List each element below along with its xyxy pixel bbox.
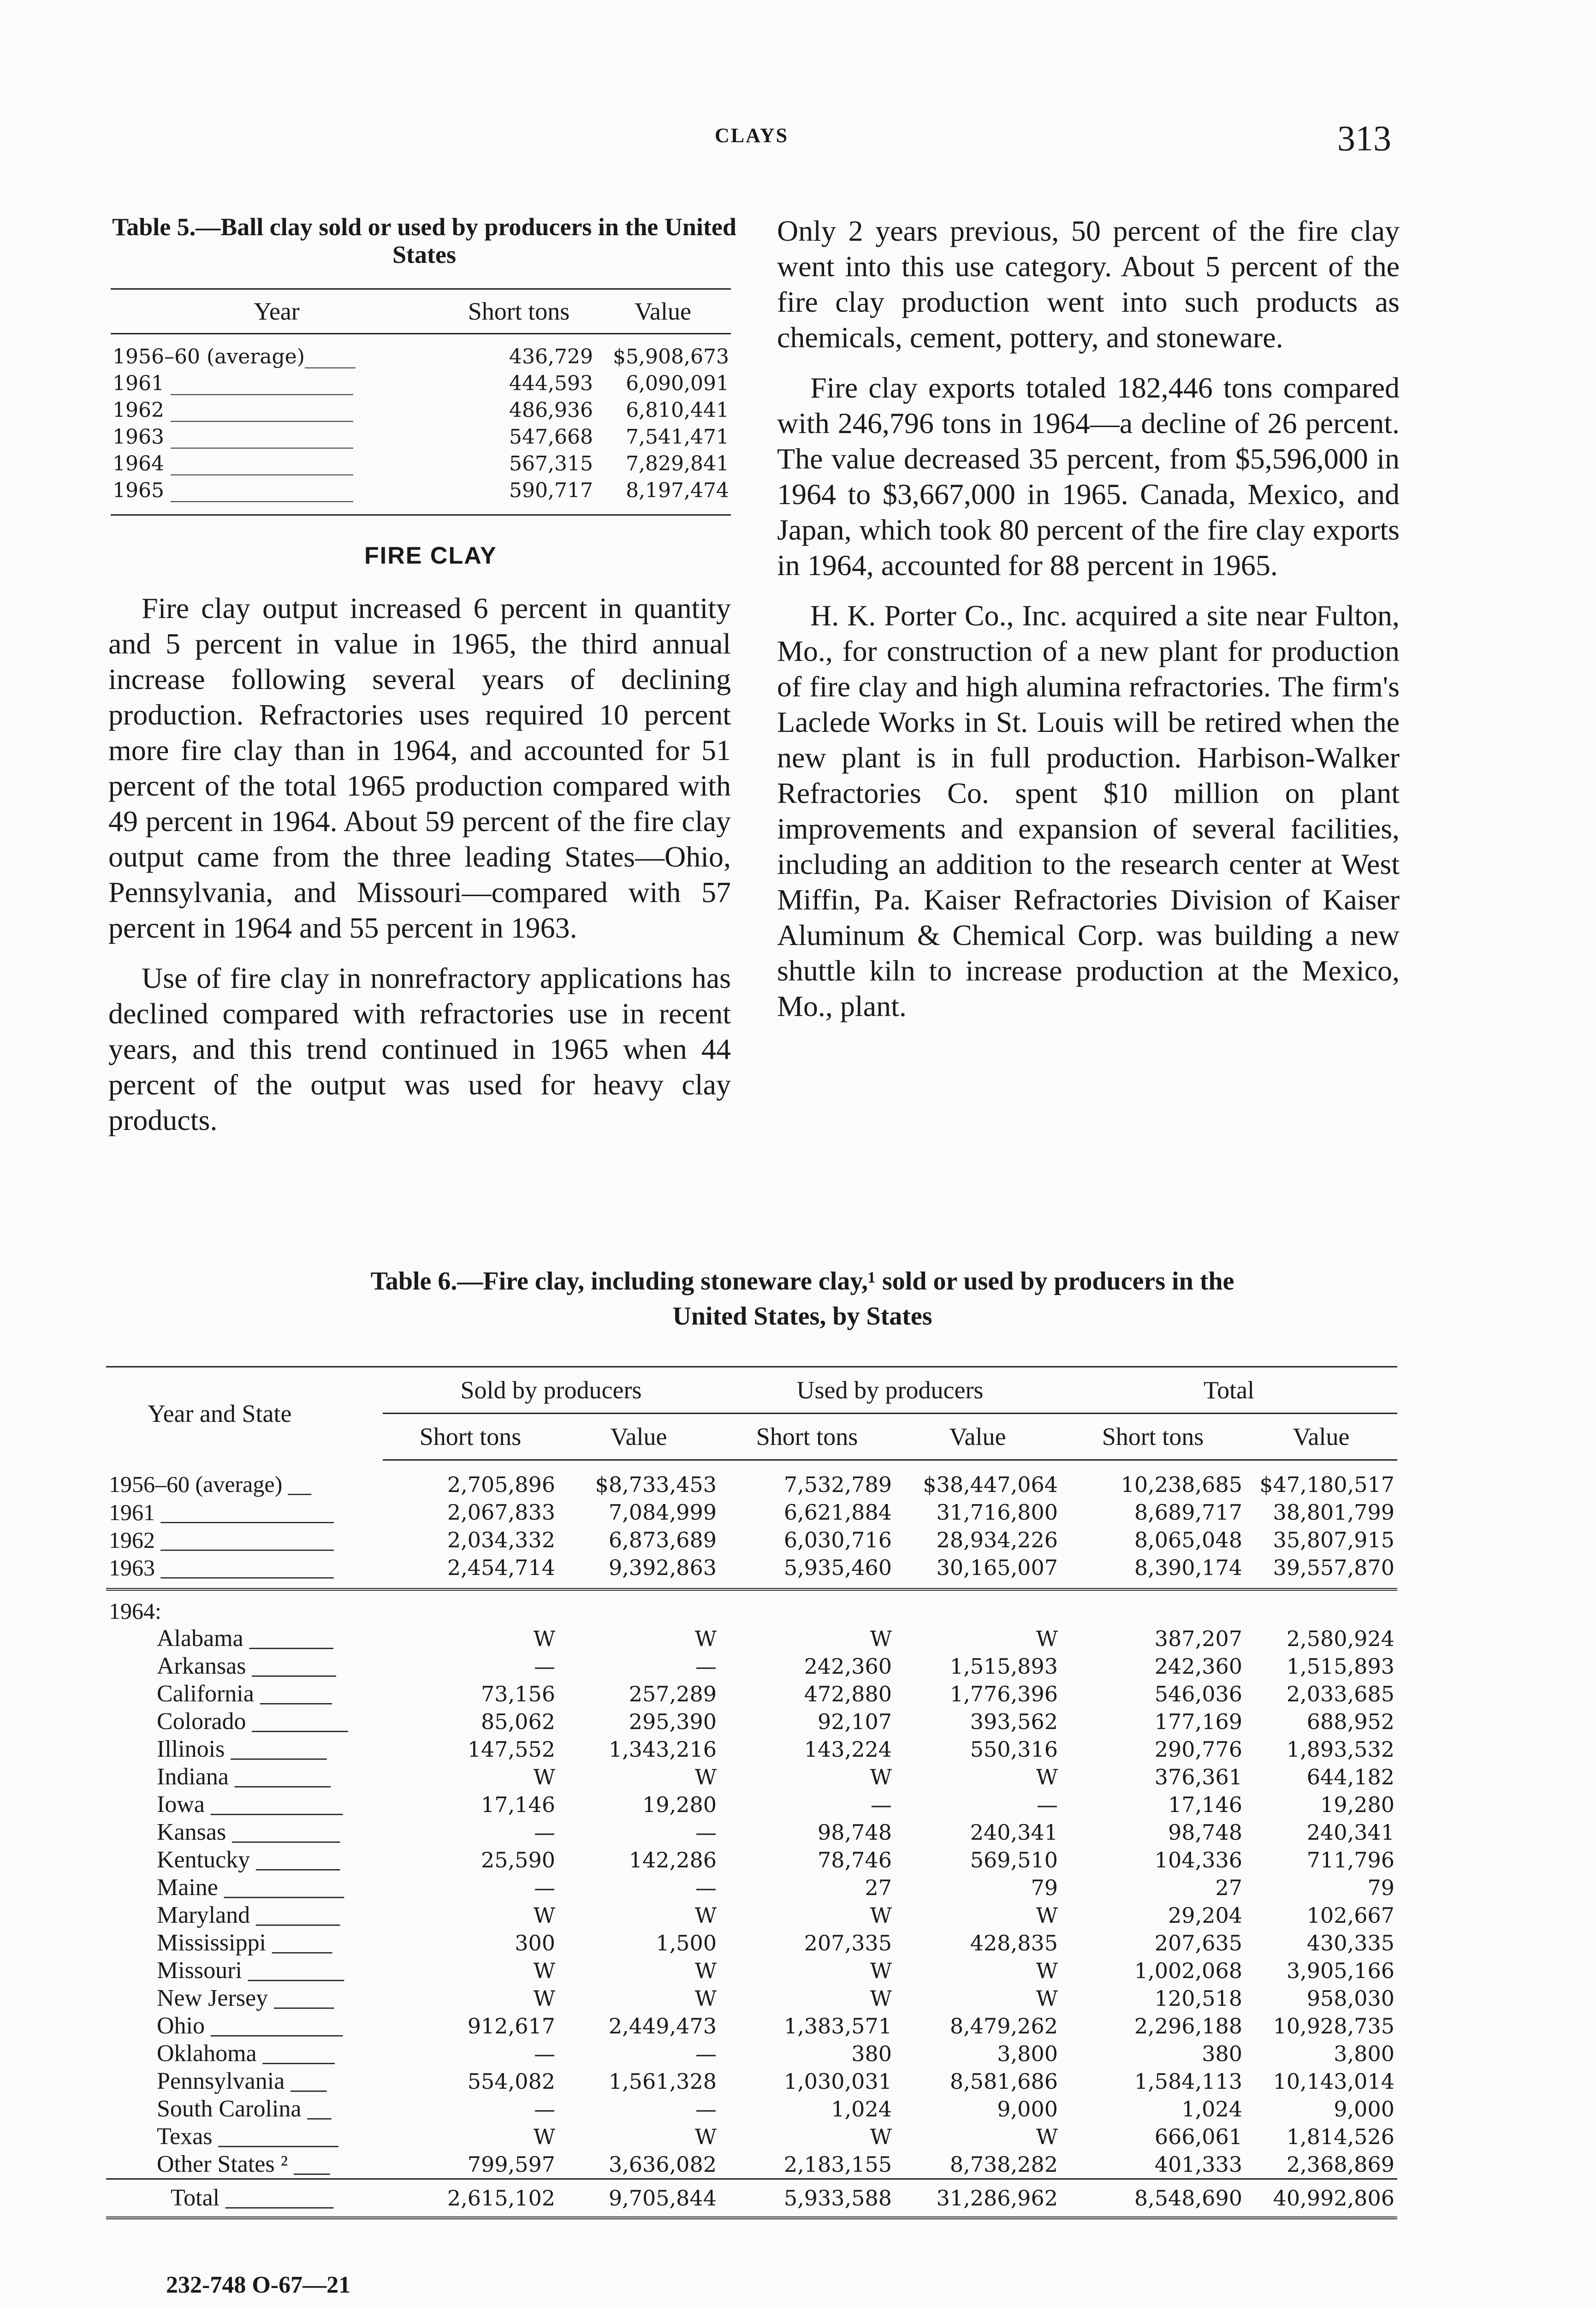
table-cell: 2,454,714 <box>383 1554 558 1589</box>
table-cell: 7,084,999 <box>608 1500 717 1525</box>
table-cell: W <box>533 1765 555 1789</box>
table-cell: Indiana ________ <box>157 1764 331 1790</box>
table6-caption <box>175 1264 1430 1334</box>
table-cell: 17,146 <box>481 1792 555 1817</box>
table-cell: 1,383,571 <box>783 2014 892 2039</box>
table-cell: 73,156 <box>481 1682 555 1706</box>
table-row <box>106 1929 1397 1957</box>
table-cell: 28,934,226 <box>936 1527 1058 1552</box>
table-cell: Arkansas _______ <box>157 1653 336 1679</box>
table-cell: 1962 __________________ <box>113 398 353 422</box>
table6-group-header: Used by producers <box>719 1367 1061 1414</box>
table-cell: — <box>695 1875 717 1900</box>
table-cell: Maryland _______ <box>157 1902 340 1928</box>
table5-col-header: Short tons <box>443 289 595 334</box>
table6-col-header: Short tons <box>719 1414 895 1460</box>
table-row <box>106 1985 1397 2012</box>
table-cell: 30,165,007 <box>895 1554 1061 1589</box>
table-cell: 8,689,717 <box>1134 1500 1242 1525</box>
table-cell: 98,748 <box>818 1820 892 1845</box>
table-cell: 1,343,216 <box>608 1737 717 1762</box>
table-cell: W <box>870 1626 892 1651</box>
table-cell: 3,636,082 <box>608 2152 717 2177</box>
table-cell: 2,296,188 <box>1134 2014 1242 2039</box>
table-cell: Pennsylvania ___ <box>157 2068 327 2094</box>
table-cell: 120,518 <box>1154 1986 1242 2011</box>
table-cell: 35,807,915 <box>1273 1527 1394 1552</box>
left-column-text <box>108 590 731 1153</box>
table-cell: 10,928,735 <box>1273 2014 1394 2039</box>
table-cell: 547,668 <box>509 425 593 449</box>
table-cell: 19,280 <box>642 1792 717 1817</box>
table-cell: W <box>1036 1626 1058 1651</box>
table-cell: 436,729 <box>509 345 593 368</box>
table-cell: — <box>695 1820 717 1845</box>
table-cell: 10,238,685 <box>1121 1472 1242 1497</box>
table-cell: 644,182 <box>1306 1765 1394 1789</box>
table-row <box>111 477 731 515</box>
section-heading: FIRE CLAY <box>364 542 497 569</box>
table-cell: Kentucky _______ <box>157 1847 340 1873</box>
table-cell: — <box>871 1792 892 1817</box>
table-cell: 799,597 <box>467 2152 555 2177</box>
table-cell: 430,335 <box>1306 1931 1394 1955</box>
table-row <box>106 1554 1397 1589</box>
table-cell: W <box>1036 1986 1058 2011</box>
table6-caption-line: Table 6.—Fire clay, including stoneware clay,¹ sold or used by producers in the <box>370 1267 1234 1296</box>
table-cell: 1,500 <box>656 1931 717 1955</box>
table-cell: 1,024 <box>1181 2097 1242 2122</box>
table-cell: W <box>870 1903 892 1928</box>
table-cell: Colorado ________ <box>157 1708 348 1735</box>
table-cell: 380 <box>1202 2041 1242 2066</box>
table-cell: W <box>694 2124 717 2149</box>
table-cell: 92,107 <box>818 1709 892 1734</box>
table-row <box>106 1652 1397 1680</box>
table-cell: W <box>533 1626 555 1651</box>
table-cell: 472,880 <box>804 1682 892 1706</box>
table-cell: 8,390,174 <box>1061 1554 1245 1589</box>
table-cell: 104,336 <box>1154 1848 1242 1872</box>
table-cell: 688,952 <box>1306 1709 1394 1734</box>
table-cell: W <box>533 1958 555 1983</box>
table-cell: 8,065,048 <box>1134 1527 1242 1552</box>
table-cell: 9,392,863 <box>558 1554 719 1589</box>
table-cell: 1961 __________________ <box>113 372 353 395</box>
table-cell: — <box>534 1654 555 1679</box>
table-cell: 1,030,031 <box>783 2069 892 2094</box>
table-cell: 207,335 <box>804 1931 892 1955</box>
table-cell: W <box>1036 1958 1058 1983</box>
table-cell: 6,873,689 <box>608 1527 717 1552</box>
table-row <box>106 1902 1397 1929</box>
table-cell: Ohio ___________ <box>157 2013 343 2039</box>
table-row <box>106 1819 1397 1846</box>
table-row <box>106 1680 1397 1708</box>
table-cell: 1964 __________________ <box>113 452 353 475</box>
table-row <box>106 1735 1397 1763</box>
table6-group-header-row <box>106 1367 1397 1414</box>
table-cell: 2,368,869 <box>1286 2152 1394 2177</box>
table-cell: 6,030,716 <box>783 1527 892 1552</box>
table-cell: 27 <box>1215 1875 1242 1900</box>
table-cell: 31,286,962 <box>895 2179 1061 2218</box>
table-cell: 29,204 <box>1168 1903 1242 1928</box>
table6-col-header: Value <box>1245 1414 1397 1460</box>
footer-code: 232-748 O-67—21 <box>166 2272 351 2298</box>
page-number: 313 <box>1337 118 1391 158</box>
table-cell: Maine __________ <box>157 1874 344 1901</box>
table-cell: 486,936 <box>509 398 593 422</box>
paragraph: Only 2 years previous, 50 percent of the fire clay went into this use category. About 5 percent of the fire clay production went into such products as chemicals, cement, pottery, and stoneware. <box>777 214 1400 354</box>
table-cell: 85,062 <box>481 1709 555 1734</box>
table-cell: New Jersey _____ <box>157 1985 334 2011</box>
table-cell: — <box>695 1654 717 1679</box>
table-cell: W <box>1036 1765 1058 1789</box>
table-row <box>106 2123 1397 2151</box>
table6-col-header: Short tons <box>1061 1414 1245 1460</box>
table-cell: 8,548,690 <box>1061 2179 1245 2218</box>
table-cell: 177,169 <box>1154 1709 1242 1734</box>
table-cell: — <box>695 2041 717 2066</box>
table-cell: 590,717 <box>443 477 595 515</box>
table-cell: 9,000 <box>1334 2097 1394 2122</box>
table-cell: 958,030 <box>1306 1986 1394 2011</box>
table-cell: 401,333 <box>1154 2152 1242 2177</box>
table6 <box>106 1366 1397 2219</box>
table-cell: W <box>870 1958 892 1983</box>
table-cell: $5,908,673 <box>613 345 729 368</box>
table-cell: 1962 _______________ <box>109 1527 334 1553</box>
table-cell: 428,835 <box>970 1931 1058 1955</box>
table-cell: 40,992,806 <box>1245 2179 1397 2218</box>
table-row <box>106 2012 1397 2040</box>
table-cell: 2,034,332 <box>447 1527 555 1552</box>
table-row <box>106 1625 1397 1652</box>
table-cell: 79 <box>1031 1875 1058 1900</box>
table-row <box>106 2095 1397 2123</box>
table6-col-header: Value <box>558 1414 719 1460</box>
table-cell: 242,360 <box>1154 1654 1242 1679</box>
table-cell: 1,776,396 <box>949 1682 1058 1706</box>
table-cell: 1,024 <box>831 2097 892 2122</box>
table-cell: 240,341 <box>970 1820 1058 1845</box>
table-cell: — <box>534 1875 555 1900</box>
table-cell: Oklahoma ______ <box>157 2040 335 2067</box>
table-cell: W <box>870 1986 892 2011</box>
table-cell: W <box>694 1626 717 1651</box>
table-cell: 2,615,102 <box>383 2179 558 2218</box>
table-row <box>106 1708 1397 1735</box>
table-cell: 19,280 <box>1320 1792 1394 1817</box>
table-cell: California ______ <box>157 1681 332 1707</box>
table-cell: 1,893,532 <box>1286 1737 1394 1762</box>
table-row <box>111 451 731 477</box>
table-cell: Missouri ________ <box>157 1957 344 1984</box>
table-cell: 554,082 <box>467 2069 555 2094</box>
table5 <box>111 288 731 516</box>
table-cell: — <box>534 2097 555 2122</box>
table-cell: 98,748 <box>1168 1820 1242 1845</box>
table-cell: W <box>533 1986 555 2011</box>
table-cell: 207,635 <box>1154 1931 1242 1955</box>
table-cell: 1965 __________________ <box>111 477 443 515</box>
table-cell: 1,002,068 <box>1134 1958 1242 1983</box>
table-cell: 38,801,799 <box>1273 1500 1394 1525</box>
running-head: CLAYS <box>715 124 789 147</box>
table-cell: 711,796 <box>1306 1848 1394 1872</box>
table-cell: $47,180,517 <box>1259 1472 1394 1497</box>
table-cell: 1961 _______________ <box>109 1499 334 1525</box>
table6-group-header: Total <box>1061 1367 1397 1414</box>
table-cell: 25,590 <box>481 1848 555 1872</box>
table-cell: W <box>694 1958 717 1983</box>
table-cell: 7,829,841 <box>626 452 729 475</box>
table-cell: 666,061 <box>1154 2124 1242 2149</box>
table-cell: 5,933,588 <box>719 2179 895 2218</box>
table-cell: 143,224 <box>804 1737 892 1762</box>
table-cell: 8,197,474 <box>595 477 731 515</box>
table-cell: Total _________ <box>106 2179 383 2218</box>
table-cell: 6,621,884 <box>783 1500 892 1525</box>
table-cell: 1956–60 (average) __ <box>109 1471 311 1498</box>
table-row <box>106 1763 1397 1791</box>
table-cell: 78,746 <box>818 1848 892 1872</box>
table-cell: 1963 _______________ <box>106 1554 383 1589</box>
table-cell: 1956–60 (average)_____ <box>113 345 356 368</box>
table-cell: 912,617 <box>467 2014 555 2039</box>
table6-col-header: Short tons <box>383 1414 558 1460</box>
table-row <box>106 1460 1397 1499</box>
table5-caption: Table 5.—Ball clay sold or used by producers in the United States <box>112 213 736 268</box>
paragraph: Use of fire clay in nonrefractory applications has declined compared with refractories use in recent years, and this trend continued in 1965 when 44 percent of the output was used for heavy clay products. <box>108 962 731 1136</box>
table-cell: Mississippi _____ <box>157 1930 332 1956</box>
table-cell: 9,705,844 <box>558 2179 719 2218</box>
table-cell: 3,800 <box>1334 2041 1394 2066</box>
table-row <box>106 1957 1397 1985</box>
table-cell: 79 <box>1367 1875 1394 1900</box>
table-cell: Iowa ___________ <box>157 1791 343 1818</box>
table-cell: 242,360 <box>804 1654 892 1679</box>
table-cell: 31,716,800 <box>936 1500 1058 1525</box>
table-cell: 6,810,441 <box>626 398 729 422</box>
table-cell: 7,541,471 <box>626 425 729 449</box>
table-cell: South Carolina __ <box>157 2096 332 2122</box>
table-cell: 1,561,328 <box>608 2069 717 2094</box>
table-cell: 2,449,473 <box>608 2014 717 2039</box>
table-cell: Illinois ________ <box>157 1736 327 1762</box>
table6-subhead: 1964: <box>109 1598 161 1624</box>
table-row <box>106 1874 1397 1902</box>
table6-col-header: Year and State <box>106 1367 383 1460</box>
table-cell: Texas __________ <box>157 2123 338 2150</box>
table-cell: W <box>694 1986 717 2011</box>
table-cell: 550,316 <box>970 1737 1058 1762</box>
table-row <box>106 1498 1397 1526</box>
table-cell: 387,207 <box>1154 1626 1242 1651</box>
table-cell: 2,580,924 <box>1286 1626 1394 1651</box>
table-cell: — <box>695 2097 717 2122</box>
table-cell: $38,447,064 <box>923 1472 1058 1497</box>
paragraph: Fire clay exports totaled 182,446 tons compared with 246,796 tons in 1964—a decline of 26 percent. The value decreased 35 percent, from $5,596,000 in 1964 to $3,667,000 in 1965. Canada, Mexico, and Japan, which took 80 percent of the fire clay exports in 1964, accounted for 88 percent in 1965. <box>777 371 1400 582</box>
table5-col-header: Year <box>111 289 443 334</box>
table-row <box>106 1791 1397 1819</box>
table-cell: — <box>534 2041 555 2066</box>
table-cell: Kansas _________ <box>157 1819 340 1845</box>
table6-group-header: Sold by producers <box>383 1367 719 1414</box>
table-cell: W <box>870 1765 892 1789</box>
table-row <box>106 2068 1397 2095</box>
table-row <box>106 2179 1397 2218</box>
table-cell: 8,581,686 <box>949 2069 1058 2094</box>
table-cell: 10,143,014 <box>1273 2069 1394 2094</box>
table-cell: W <box>870 2124 892 2149</box>
table-cell: 102,667 <box>1306 1903 1394 1928</box>
table-cell: 376,361 <box>1154 1765 1242 1789</box>
table-cell: Alabama _______ <box>157 1625 333 1652</box>
table-row <box>106 2040 1397 2068</box>
table-cell: 567,315 <box>509 452 593 475</box>
table-cell: 257,289 <box>629 1682 717 1706</box>
table-cell: 2,067,833 <box>447 1500 555 1525</box>
table-cell: 444,593 <box>509 372 593 395</box>
table-row <box>111 370 731 397</box>
table-row <box>106 2151 1397 2179</box>
table-row <box>111 397 731 424</box>
table-cell: W <box>1036 1903 1058 1928</box>
table-cell: 2,183,155 <box>783 2152 892 2177</box>
table-cell: 3,800 <box>997 2041 1058 2066</box>
table-cell: 569,510 <box>970 1848 1058 1872</box>
table-cell: 17,146 <box>1168 1792 1242 1817</box>
table-cell: 2,033,685 <box>1286 1682 1394 1706</box>
table-cell: — <box>534 1820 555 1845</box>
table-cell: 142,286 <box>629 1848 717 1872</box>
paragraph: H. K. Porter Co., Inc. acquired a site near Fulton, Mo., for construction of a new plant for production of fire clay and high alumina refractories. The firm's Laclede Works in St. Louis will be retired when the new plant is in full production. Harbison-Walker Refractories Co. spent $10 million on plant improvements and expansion of several facilities, including an addition to the research center at West Miffin, Pa. Kaiser Refractories Division of Kaiser Aluminum & Chemical Corp. was building a new shuttle kiln to increase production at the Mexico, Mo., plant. <box>777 599 1400 1022</box>
table-cell: W <box>694 1765 717 1789</box>
table-cell: 380 <box>851 2041 892 2066</box>
table-cell: 1,515,893 <box>1286 1654 1394 1679</box>
table-cell: $8,733,453 <box>595 1472 717 1497</box>
table-cell: W <box>533 1903 555 1928</box>
table5-header-row <box>111 289 731 334</box>
table-cell: 3,905,166 <box>1286 1958 1394 1983</box>
table-cell: W <box>533 2124 555 2149</box>
table6-col-header: Value <box>895 1414 1061 1460</box>
table-row <box>106 1589 1397 1625</box>
table-cell: 2,705,896 <box>447 1472 555 1497</box>
table-cell: 1963 __________________ <box>113 425 353 449</box>
table-row <box>106 1526 1397 1554</box>
table-cell: 393,562 <box>970 1709 1058 1734</box>
table-cell: 1,584,113 <box>1134 2069 1242 2094</box>
table-cell: 1,814,526 <box>1286 2124 1394 2149</box>
table-cell: 300 <box>515 1931 555 1955</box>
table-cell: W <box>1036 2124 1058 2149</box>
table-cell: — <box>1037 1792 1058 1817</box>
table-cell: 6,090,091 <box>626 372 729 395</box>
table-cell: 39,557,870 <box>1245 1554 1397 1589</box>
table-cell: 147,552 <box>467 1737 555 1762</box>
table-cell: 8,738,282 <box>949 2152 1058 2177</box>
table-cell: 295,390 <box>629 1709 717 1734</box>
table-cell: 27 <box>865 1875 892 1900</box>
table-row <box>111 334 731 371</box>
table-cell: 7,532,789 <box>783 1472 892 1497</box>
table6-caption-line: United States, by States <box>672 1302 932 1331</box>
table-cell: Other States ² ___ <box>157 2151 330 2177</box>
table-cell: W <box>694 1903 717 1928</box>
table-cell: 1,515,893 <box>949 1654 1058 1679</box>
paragraph: Fire clay output increased 6 percent in quantity and 5 percent in value in 1965, the third annual increase following several years of declining production. Refractories uses required 10 percent more fire clay than in 1964, and accounted for 51 percent of the total 1965 production compared with 49 percent in 1964. About 59 percent of the fire clay output came from the three leading States—Ohio, Pennsylvania, and Missouri—compared with 57 percent in 1964 and 55 percent in 1963. <box>108 592 731 944</box>
table-cell: 9,000 <box>997 2097 1058 2122</box>
table5-col-header: Value <box>595 289 731 334</box>
right-column-text <box>777 213 1400 1039</box>
table-cell: 5,935,460 <box>719 1554 895 1589</box>
table-cell: 290,776 <box>1154 1737 1242 1762</box>
table-row <box>106 1846 1397 1874</box>
table-cell: 240,341 <box>1306 1820 1394 1845</box>
table-row <box>111 424 731 451</box>
table-cell: 8,479,262 <box>949 2014 1058 2039</box>
table-cell: 546,036 <box>1154 1682 1242 1706</box>
